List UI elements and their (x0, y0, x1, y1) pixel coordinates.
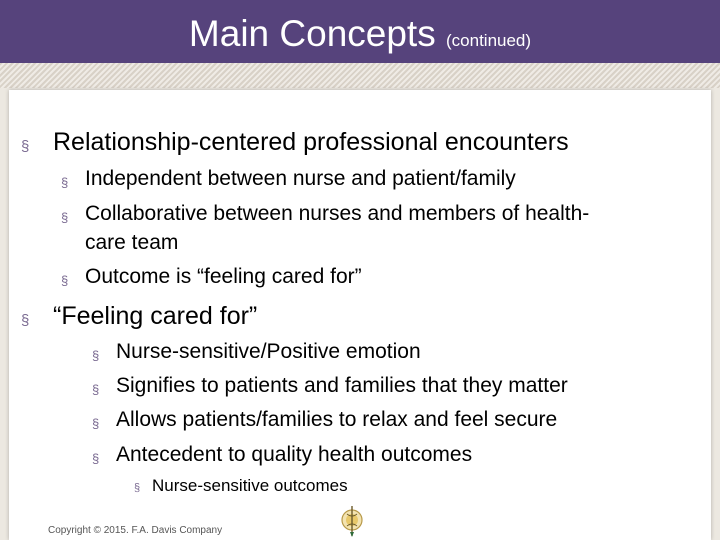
sub-bullet-item (92, 442, 473, 467)
title-text: Main Concepts (188, 13, 436, 54)
bullet-marker-icon: § (61, 273, 69, 288)
copyright-footer: Copyright © 2015. F.A. Davis Company (48, 525, 223, 536)
bullet-text: Relationship-centered professional encounters (53, 128, 569, 156)
sub-bullet-item (61, 166, 516, 191)
sub-bullet-item (92, 407, 558, 432)
slide-title (189, 12, 531, 63)
sub-sub-bullet-item (134, 475, 348, 496)
sub-bullet-text: Signifies to patients and families that they matter (116, 374, 568, 397)
bullet-marker-icon: § (61, 175, 69, 190)
sub-bullet-text: Collaborative between nurses and members of health- (85, 202, 590, 225)
bullet-marker-icon: § (92, 416, 100, 431)
sub-bullet-text: Nurse-sensitive/Positive emotion (116, 340, 421, 363)
sub-bullet-item (92, 373, 568, 398)
bullet-item (21, 301, 258, 331)
sub-bullet-text: Allows patients/families to relax and feel secure (116, 408, 558, 431)
bullet-marker-icon: § (134, 482, 141, 494)
bullet-text: “Feeling cared for” (53, 302, 258, 330)
davis-logo-icon (338, 504, 366, 538)
bullet-marker-icon: § (21, 312, 30, 329)
title-subtitle: (continued) (446, 31, 532, 50)
sub-sub-bullet-text: Nurse-sensitive outcomes (152, 476, 348, 495)
bullet-marker-icon: § (61, 210, 69, 225)
sub-bullet-text: Independent between nurse and patient/family (85, 167, 516, 190)
bullet-item (21, 127, 569, 157)
sub-bullet-item (61, 264, 362, 289)
bullet-marker-icon: § (92, 451, 100, 466)
decorative-stripe (0, 63, 720, 88)
bullet-marker-icon: § (21, 138, 30, 155)
sub-bullet-continuation (85, 230, 178, 255)
sub-bullet-text: Outcome is “feeling cared for” (85, 265, 362, 288)
sub-bullet-text: care team (85, 231, 179, 254)
sub-bullet-text: Antecedent to quality health outcomes (116, 443, 473, 466)
bullet-marker-icon: § (92, 348, 100, 363)
sub-bullet-item (92, 339, 421, 364)
slide-header (0, 0, 720, 63)
bullet-marker-icon: § (92, 382, 100, 397)
sub-bullet-item (61, 201, 590, 226)
